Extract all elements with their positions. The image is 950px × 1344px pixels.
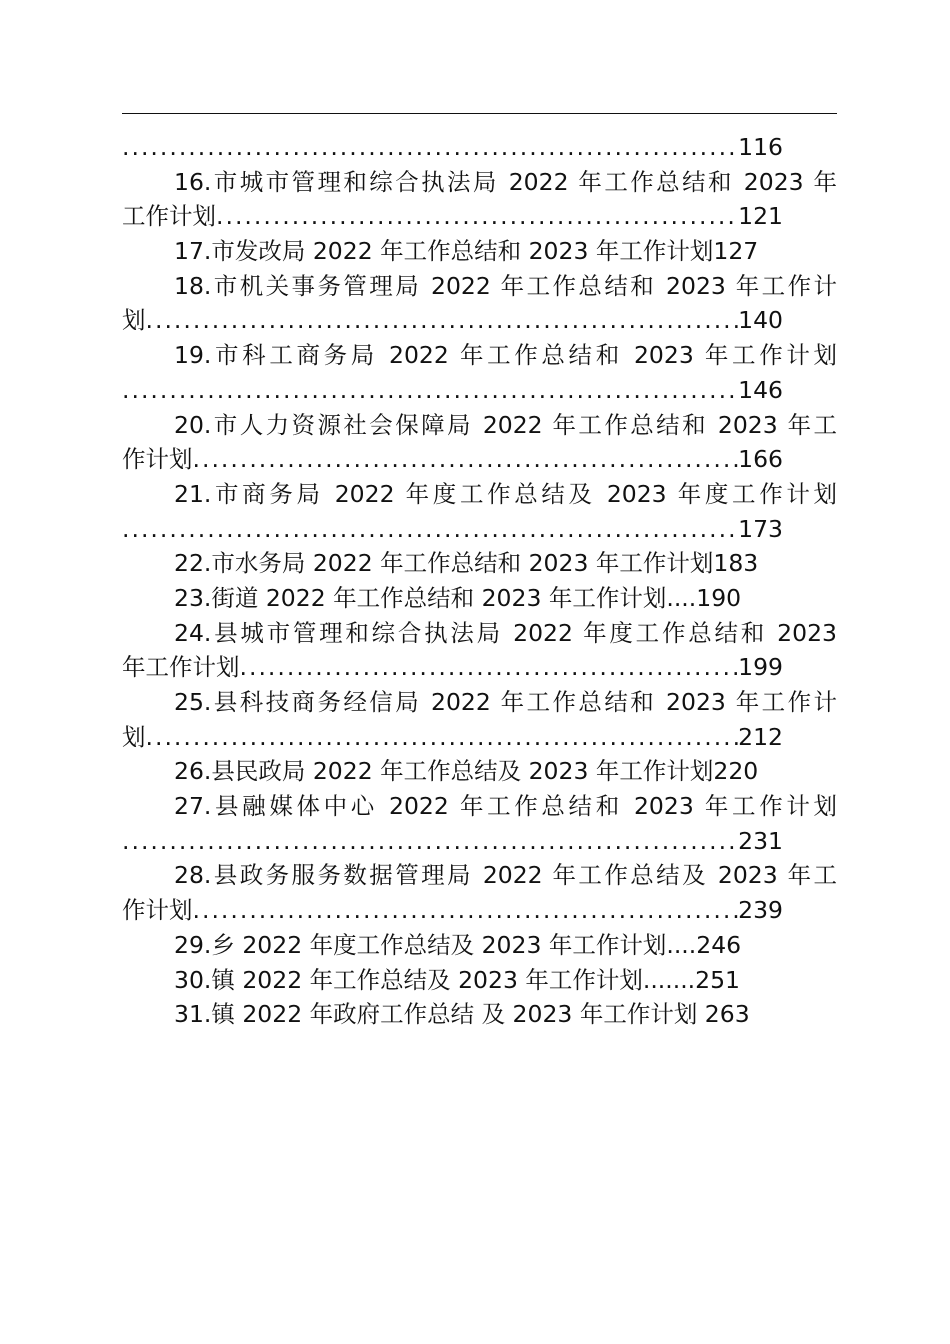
toc-line[interactable] (122, 130, 837, 165)
toc-text: 30.镇 2022 年工作总结及 2023 年工作计划.......251 (174, 965, 741, 994)
toc-line[interactable] (122, 303, 837, 338)
toc-text: 29.乡 2022 年度工作总结及 2023 年工作计划....246 (174, 930, 742, 959)
leader-dots (122, 373, 738, 408)
page-number: 116 (738, 133, 783, 161)
toc-line[interactable] (122, 234, 837, 269)
toc-line[interactable]: 25.县科技商务经信局 2022 年工作总结和 2023 年工作计 (174, 688, 837, 716)
toc-line[interactable]: 27.县融媒体中心 2022 年工作总结和 2023 年工作计划 (174, 792, 837, 821)
page-number: 199 (738, 653, 783, 682)
leader-dots (146, 720, 739, 755)
toc-line[interactable] (122, 199, 837, 234)
toc-text: 17.市发改局 2022 年工作总结和 2023 年工作计划127 (174, 237, 759, 266)
toc-line[interactable]: 16.市城市管理和综合执法局 2022 年工作总结和 2023 年 (174, 167, 837, 196)
page-number: 140 (738, 306, 783, 335)
toc-line[interactable] (122, 373, 837, 408)
leader-dots (122, 512, 738, 547)
toc-line[interactable]: 18.市机关事务管理局 2022 年工作总结和 2023 年工作计 (174, 271, 837, 300)
toc-line[interactable]: 20.市人力资源社会保障局 2022 年工作总结和 2023 年工 (174, 410, 837, 439)
leader-dots (216, 199, 738, 234)
toc-line[interactable] (122, 650, 837, 685)
toc-line[interactable] (122, 512, 837, 547)
leader-dots (240, 650, 739, 685)
leader-dots (122, 130, 738, 165)
toc-line[interactable] (122, 824, 837, 859)
leader-dots (193, 893, 739, 928)
page-number: 173 (738, 514, 783, 543)
page-number: 146 (738, 375, 783, 404)
page-number: 231 (738, 826, 783, 855)
toc-line[interactable] (122, 893, 837, 928)
leader-dots (122, 824, 738, 859)
leader-dots (193, 442, 739, 477)
page-number: 166 (738, 445, 783, 474)
page-number: 121 (738, 202, 783, 231)
toc-text: 31.镇 2022 年政府工作总结 及 2023 年工作计划 263 (174, 1000, 750, 1029)
toc-line[interactable] (122, 720, 837, 755)
toc-line[interactable] (122, 442, 837, 477)
toc-text: 年工作计划 (122, 653, 240, 682)
toc-text: 作计划 (122, 896, 193, 925)
toc-text: 划 (122, 306, 146, 335)
page-number: 239 (738, 896, 783, 925)
toc-text: 22.市水务局 2022 年工作总结和 2023 年工作计划183 (174, 549, 759, 578)
toc-line[interactable]: 24.县城市管理和综合执法局 2022 年度工作总结和 2023 (174, 618, 837, 647)
toc-line[interactable] (122, 581, 837, 616)
toc-line[interactable] (122, 963, 837, 998)
toc-line[interactable]: 19.市科工商务局 2022 年工作总结和 2023 年工作计划 (174, 341, 837, 370)
leader-dots (146, 303, 739, 338)
toc-line[interactable] (122, 928, 837, 963)
toc-line[interactable]: 28.县政务服务数据管理局 2022 年工作总结及 2023 年工 (174, 861, 837, 890)
toc-line[interactable] (122, 754, 837, 789)
table-of-contents (122, 130, 837, 1032)
toc-text: 23.街道 2022 年工作总结和 2023 年工作计划....190 (174, 583, 742, 612)
toc-text: 作计划 (122, 445, 193, 474)
toc-text: 工作计划 (122, 202, 216, 231)
toc-text: 26.县民政局 2022 年工作总结及 2023 年工作计划220 (174, 757, 759, 786)
header-rule (122, 113, 837, 114)
toc-text: 划 (122, 722, 146, 751)
toc-line[interactable] (122, 546, 837, 581)
toc-line[interactable]: 21.市商务局 2022 年度工作总结及 2023 年度工作计划 (174, 479, 837, 508)
toc-line[interactable] (122, 997, 837, 1032)
page-number: 212 (738, 722, 783, 751)
